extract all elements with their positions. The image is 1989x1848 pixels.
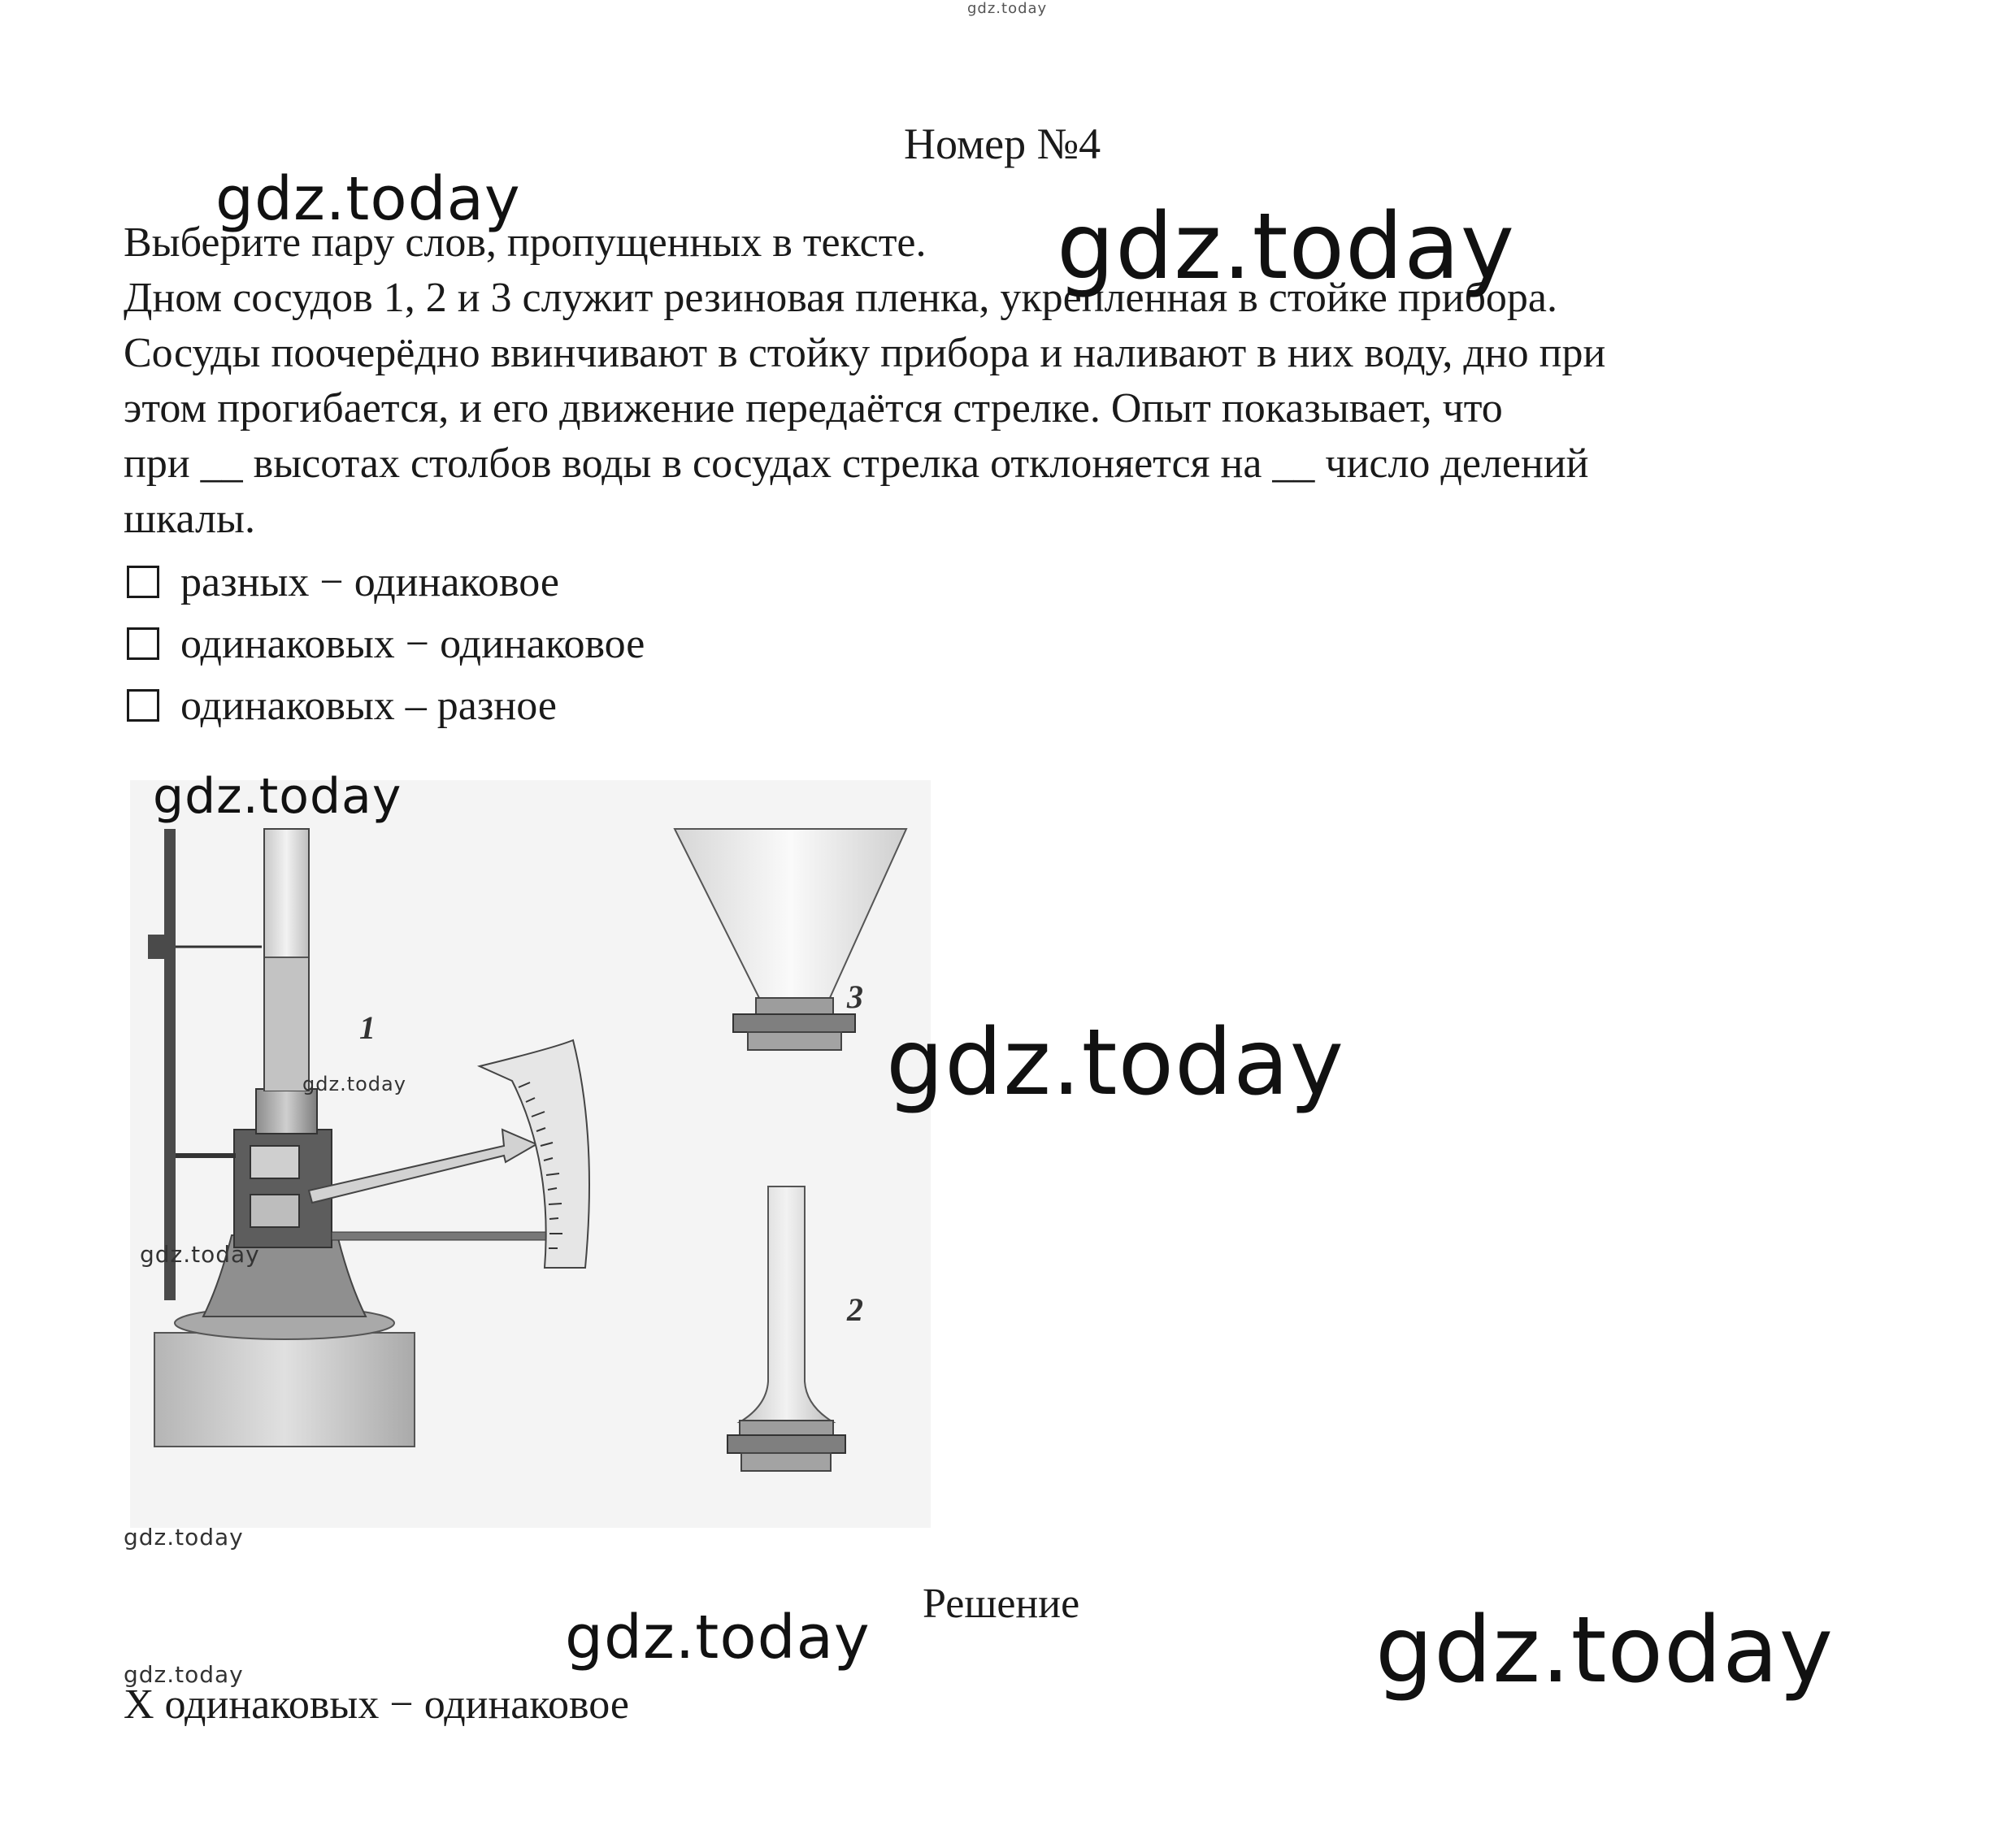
vessel-1-label: 1: [359, 1009, 376, 1046]
watermark: gdz.today: [967, 0, 1048, 17]
answer-options: [124, 551, 645, 736]
solution-heading: Решение: [923, 1581, 1080, 1627]
watermark: gdz.today: [140, 1241, 260, 1268]
checkbox[interactable]: [127, 689, 159, 722]
solution-answer: Х одинаковых − одинаковое: [124, 1681, 629, 1728]
question-line: Сосуды поочерёдно ввинчивают в стойку прибора и наливают в них воду, дно при: [124, 330, 1606, 376]
option-label: одинаковых − одинаковое: [180, 620, 645, 667]
option-row[interactable]: [124, 613, 645, 675]
watermark: gdz.today: [124, 1524, 244, 1551]
question-text: [124, 215, 1912, 547]
vessel-3-label: 3: [847, 978, 863, 1015]
checkbox[interactable]: [127, 627, 159, 660]
watermark: gdz.today: [1375, 1598, 1835, 1703]
watermark: gdz.today: [302, 1073, 406, 1095]
checkbox[interactable]: [127, 566, 159, 598]
vessel-2-label: 2: [847, 1291, 863, 1328]
question-line: при __ высотах столбов воды в сосудах стрелка отклоняется на __ число делений: [124, 440, 1589, 487]
watermark: gdz.today: [124, 1661, 244, 1688]
option-row[interactable]: [124, 551, 645, 613]
vessel-1: [264, 829, 309, 1091]
question-line: этом прогибается, и его движение передаётся стрелке. Опыт показывает, что: [124, 385, 1503, 432]
question-line: Выберите пару слов, пропущенных в тексте.: [124, 219, 927, 266]
watermark: gdz.today: [886, 1010, 1345, 1116]
pointer-arrow: [309, 1130, 547, 1240]
option-row[interactable]: [124, 675, 645, 736]
watermark: gdz.today: [1057, 194, 1516, 300]
watermark: gdz.today: [215, 164, 521, 234]
page-title: Номер №4: [904, 119, 1101, 168]
vessel-3: [675, 829, 906, 1050]
apparatus-figure: [130, 780, 931, 1528]
option-label: одинаковых – разное: [180, 682, 557, 729]
apparatus-stand: [234, 1089, 332, 1247]
watermark: gdz.today: [565, 1603, 871, 1672]
question-line: шкалы.: [124, 496, 255, 542]
option-label: разных − одинаковое: [180, 558, 559, 605]
question-line: Дном сосудов 1, 2 и 3 служит резиновая пленка, укрепленная в стойке прибора.: [124, 275, 1557, 321]
vessel-2: [727, 1186, 845, 1471]
watermark: gdz.today: [153, 768, 402, 825]
